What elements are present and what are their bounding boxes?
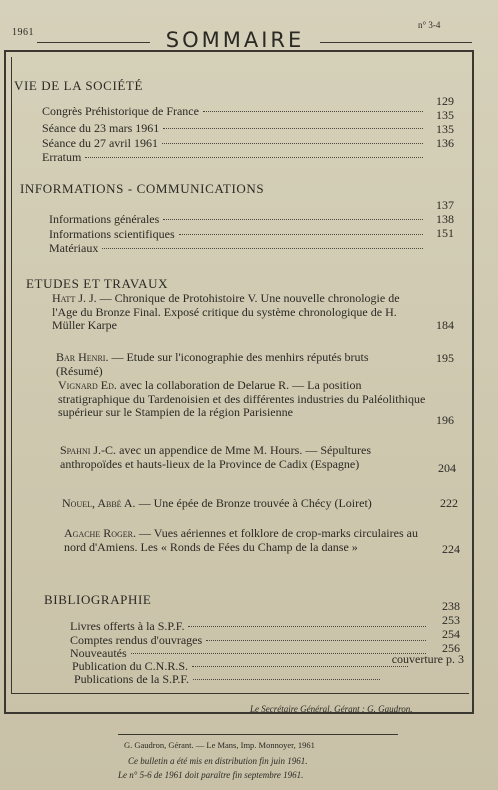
toc-row: [42, 104, 427, 119]
article-entry: [58, 379, 426, 420]
toc-row: [42, 150, 427, 165]
article-entry: [60, 444, 426, 471]
section-heading: VIE DE LA SOCIÉTÉ: [14, 78, 143, 93]
article-title: avec la collaboration de Delarue R. — La position stratigraphique du Tardenoisien et des différentes industries du Paléolithique supérieur sur le Stampien de la région Parisienne: [58, 378, 426, 419]
next-issue-note: Le n° 5-6 de 1961 doit paraître fin septembre 1961.: [118, 770, 304, 780]
toc-row: [49, 227, 427, 242]
toc-row: [49, 212, 427, 227]
toc-page: 137: [436, 198, 454, 212]
article-page: 196: [436, 413, 454, 427]
toc-label: Publication du C.N.R.S.: [72, 659, 189, 673]
toc-row: [42, 121, 427, 136]
toc-page: 138: [436, 212, 454, 226]
article-entry: [62, 497, 426, 511]
toc-label: Séance du 27 avril 1961: [42, 136, 158, 150]
imprint-line: G. Gaudron, Gérant. — Le Mans, Imp. Monnoyer, 1961: [124, 740, 315, 750]
toc-row: [74, 672, 384, 687]
year-label: 1961: [12, 27, 34, 38]
section-heading: ETUDES ET TRAVAUX: [26, 276, 169, 291]
distribution-note: Ce bulletin a été mis en distribution fin juin 1961.: [128, 756, 308, 766]
toc-label: Congrès Préhistorique de France: [42, 104, 199, 118]
article-author: Agache Roger.: [64, 526, 137, 540]
article-author: Spahni J.-C.: [60, 443, 117, 457]
toc-label: Publications de la S.P.F.: [74, 672, 190, 686]
toc-label: Comptes rendus d'ouvrages: [70, 633, 203, 647]
title-rule-right: [320, 42, 472, 43]
toc-page: 136: [436, 136, 454, 150]
toc-page: 256: [442, 641, 460, 655]
page-title: SOMMAIRE: [165, 28, 305, 52]
section-heading: BIBLIOGRAPHIE: [44, 592, 152, 607]
article-title: — Vues aériennes et folklore de crop-marks circulaires au nord d'Amiens. Les « Ronds de Fées du Champ de la danse »: [64, 526, 418, 554]
article-title: — Une épée de Bronze trouvée à Chécy (Loiret): [138, 496, 372, 510]
article-entry: [52, 292, 424, 333]
title-rule-left: [37, 42, 150, 43]
article-author: Nouel, Abbé A.: [62, 496, 136, 510]
article-page: 195: [436, 351, 454, 365]
article-title: — Chronique de Protohistoire V. Une nouvelle chronologie de l'Age du Bronze Final. Exposé critique du système chronologique de H. Müller Karpe: [52, 291, 400, 332]
toc-page: 135: [436, 108, 454, 122]
article-title: — Etude sur l'iconographie des menhirs réputés bruts (Résumé): [56, 350, 369, 378]
article-entry: [64, 527, 426, 554]
article-page: 222: [440, 496, 458, 510]
article-author: Bar Henri.: [56, 350, 109, 364]
toc-row: [70, 619, 430, 634]
article-author: Vignard Ed.: [58, 378, 117, 392]
footer-rule: [118, 734, 398, 735]
toc-page: 151: [436, 226, 454, 240]
toc-page: 238: [442, 599, 460, 613]
toc-row: [42, 136, 427, 151]
article-page: 204: [438, 461, 456, 475]
toc-label: Informations générales: [49, 212, 160, 226]
article-page: 184: [436, 318, 454, 332]
toc-page: 129: [436, 94, 454, 108]
issue-number: n° 3-4: [418, 20, 441, 30]
article-entry: [56, 351, 418, 378]
article-page: 224: [442, 542, 460, 556]
toc-page: 254: [442, 627, 460, 641]
article-author: Hatt J. J.: [52, 291, 97, 305]
toc-label: Erratum: [42, 150, 82, 164]
toc-label: Livres offerts à la S.P.F.: [70, 619, 185, 633]
toc-row: [49, 241, 427, 256]
toc-label: Matériaux: [49, 241, 99, 255]
section-heading: INFORMATIONS - COMMUNICATIONS: [20, 181, 265, 196]
toc-label: Informations scientifiques: [49, 227, 175, 241]
article-title: avec un appendice de Mme M. Hours. — Sépultures anthropoïdes et hauts-lieux de la Province de Cadix (Espagne): [60, 443, 371, 471]
toc-label: Séance du 23 mars 1961: [42, 121, 160, 135]
gerant-line: Le Secrétaire Général, Gérant : G. Gaudron.: [250, 704, 413, 714]
toc-page: 135: [436, 122, 454, 136]
toc-page: 253: [442, 613, 460, 627]
toc-label: Nouveautés: [70, 646, 127, 660]
toc-page: couverture p. 3: [391, 652, 464, 666]
